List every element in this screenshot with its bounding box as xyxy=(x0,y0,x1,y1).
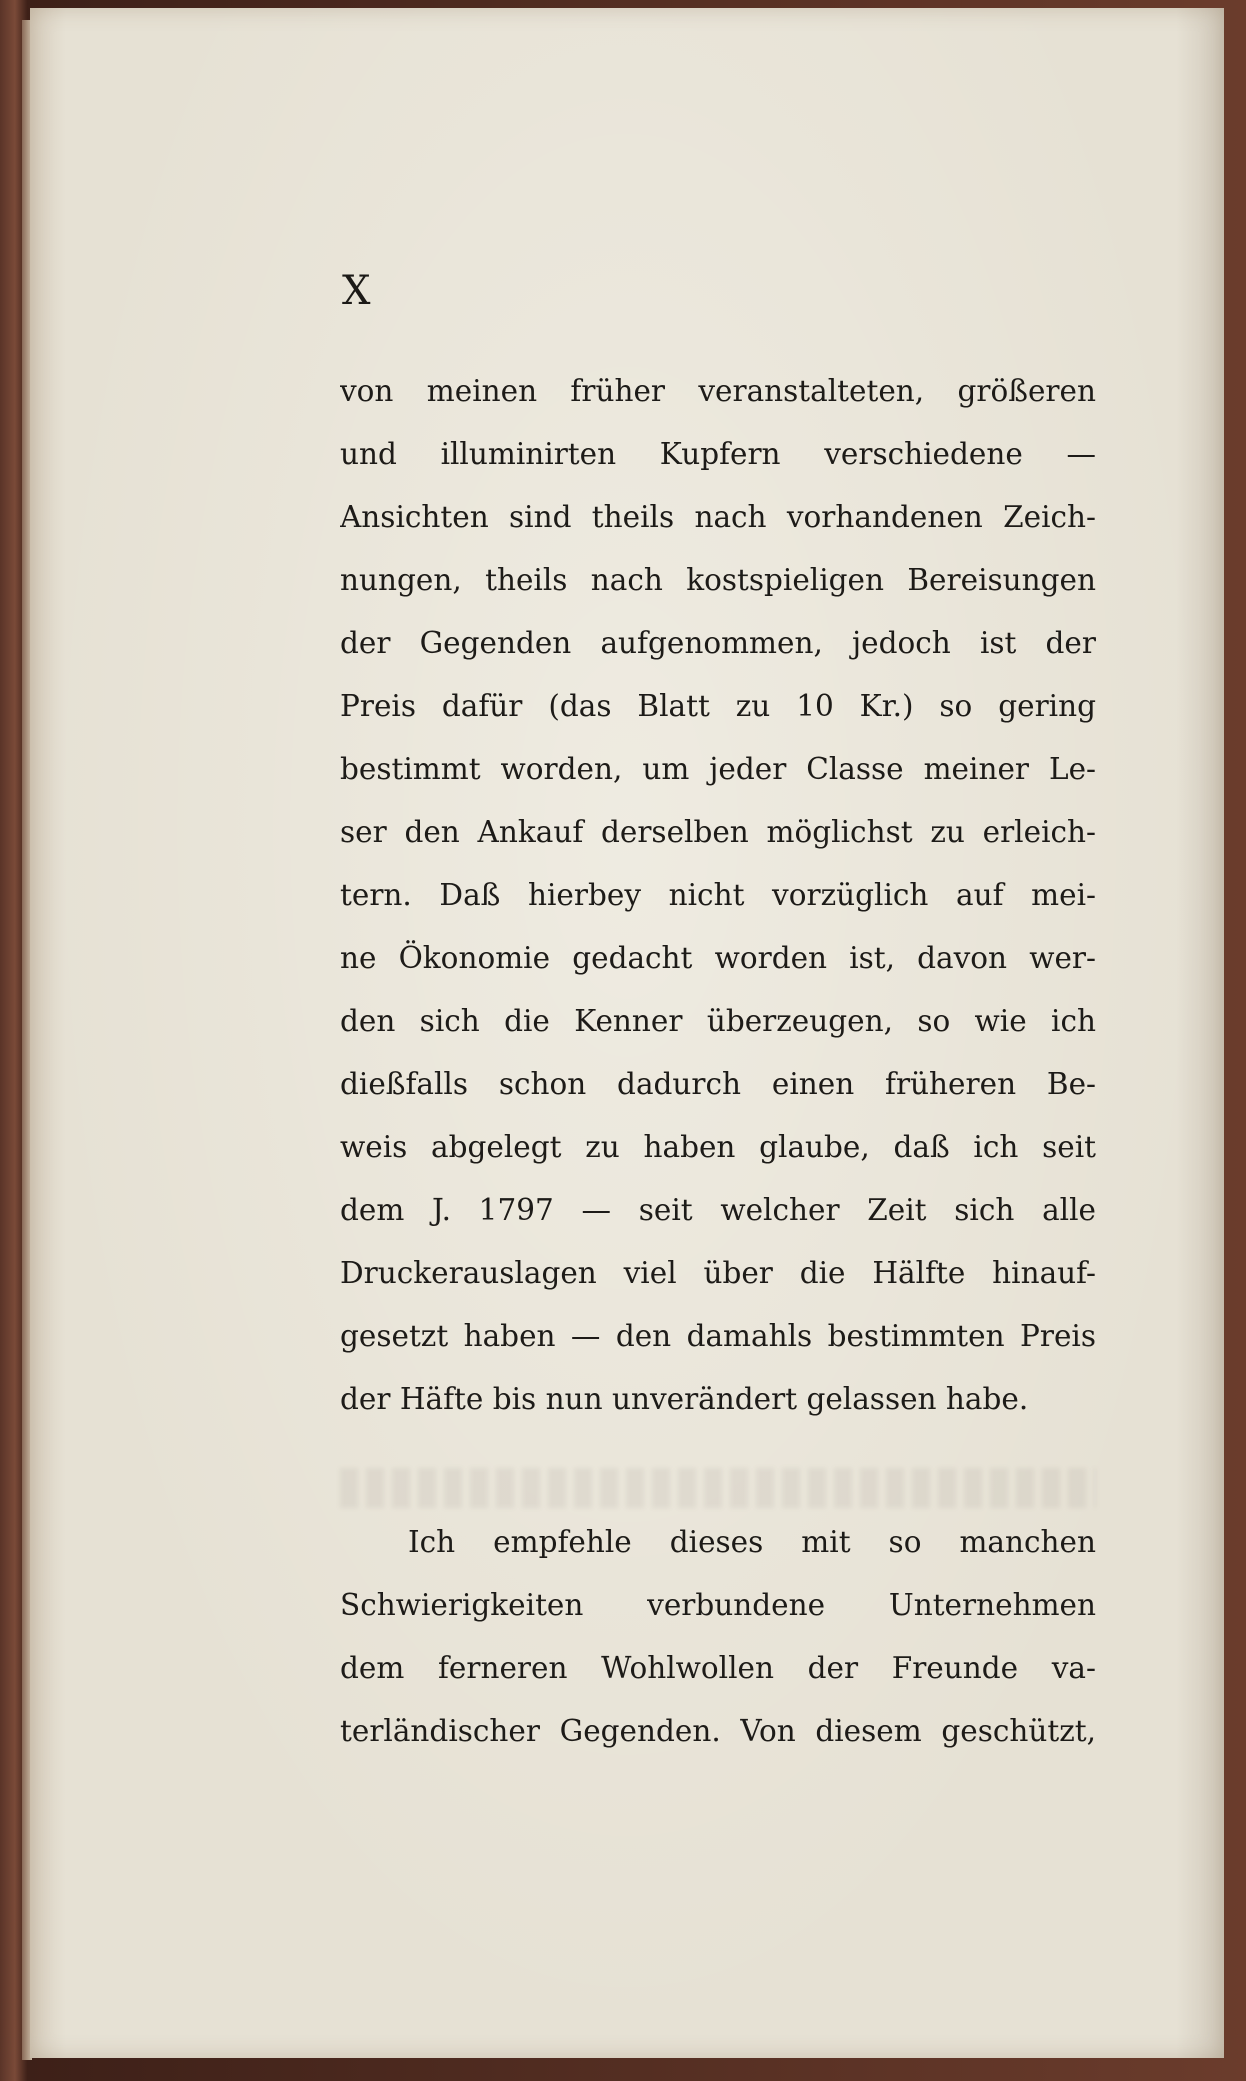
paragraph-1 xyxy=(340,360,1096,1431)
text-line: den sich die Kenner überzeugen, so wie ich xyxy=(340,1004,1096,1038)
text-line: Schwierigkeiten verbundene Unternehmen xyxy=(340,1588,1096,1622)
text-line: Druckerauslagen viel über die Hälfte hinauf- xyxy=(340,1256,1096,1290)
text-line: tern. Daß hierbey nicht vorzüglich auf mei- xyxy=(340,878,1096,912)
paragraph-gap xyxy=(340,1431,1096,1511)
text-line: Preis dafür (das Blatt zu 10 Kr.) so gering xyxy=(340,689,1096,723)
text-line: terländischer Gegenden. Von diesem geschützt, xyxy=(340,1714,1096,1748)
text-line: bestimmt worden, um jeder Classe meiner Le- xyxy=(340,752,1096,786)
text-line: dem J. 1797 — seit welcher Zeit sich alle xyxy=(340,1193,1096,1227)
text-line: Ansichten sind theils nach vorhandenen Zeich- xyxy=(340,500,1096,534)
text-line: dem ferneren Wohlwollen der Freunde va- xyxy=(340,1651,1096,1685)
text-line: ne Ökonomie gedacht worden ist, davon wer- xyxy=(340,941,1096,975)
text-line: der Gegenden aufgenommen, jedoch ist der xyxy=(340,626,1096,660)
text-line: von meinen früher veranstalteten, größeren xyxy=(340,374,1096,408)
text-line: Ich empfehle dieses mit so manchen xyxy=(408,1525,1096,1559)
text-line: und illuminirten Kupfern verschiedene — xyxy=(340,437,1096,471)
text-line: der Häfte bis nun unverändert gelassen habe. xyxy=(340,1382,1029,1416)
page-number: X xyxy=(342,268,372,314)
text-line: dießfalls schon dadurch einen früheren Be- xyxy=(340,1067,1096,1101)
text-line: weis abgelegt zu haben glaube, daß ich seit xyxy=(340,1130,1096,1164)
text-line: gesetzt haben — den damahls bestimmten Preis xyxy=(340,1319,1096,1353)
text-line: ser den Ankauf derselben möglichst zu erleich- xyxy=(340,815,1096,849)
paragraph-2 xyxy=(340,1511,1096,1763)
page-text xyxy=(340,360,1096,1763)
text-line: nungen, theils nach kostspieligen Bereisungen xyxy=(340,563,1096,597)
